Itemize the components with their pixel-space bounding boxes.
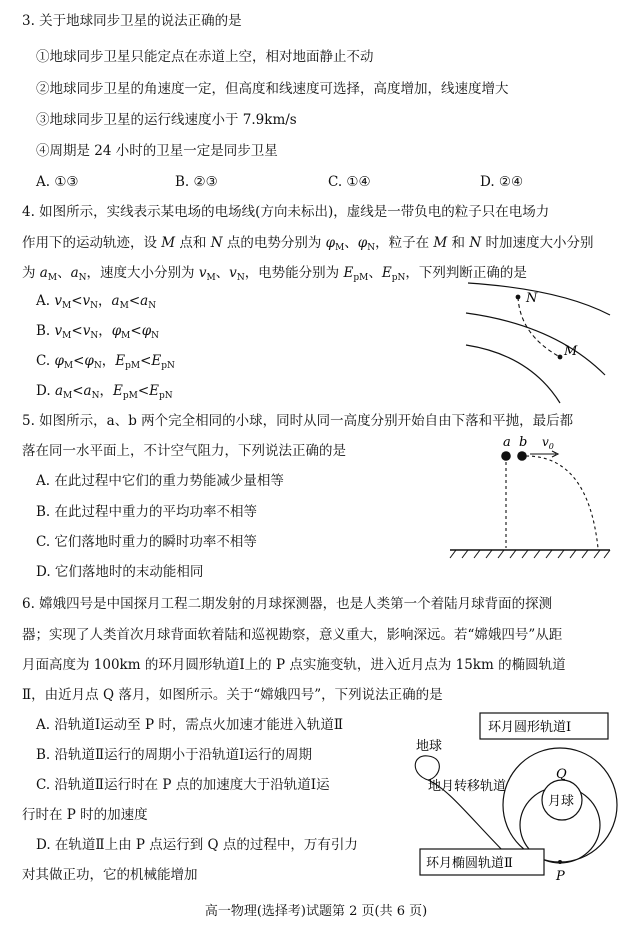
q3-item-2: ②地球同步卫星的角速度一定，但高度和线速度可选择，高度增加，线速度增大 (36, 81, 509, 97)
ground-hatching (450, 550, 610, 558)
ball-a (501, 451, 511, 461)
field-line-1 (468, 283, 610, 315)
q4-choice-a: A. $v_M<v_N$，$a_M<a_N$ (36, 293, 157, 311)
q3-choice-c: C. ①④ (328, 174, 371, 190)
q3-choices (36, 173, 596, 191)
q5-choice-c: C. 它们落地时重力的瞬时功率不相等 (36, 534, 257, 550)
q6-choice-a: A. 沿轨道Ⅰ运动至 P 时，需点火加速才能进入轨道Ⅱ (36, 717, 344, 733)
ball-b (517, 451, 527, 461)
trajectory-dashed (518, 297, 560, 357)
q6-stem-line2: 器；实现了人类首次月球背面软着陆和巡视勘察，意义重大，影响深远。若“嫦娥四号”从距 (22, 627, 563, 643)
earth-orbit-loop (415, 756, 439, 780)
q3-stem: 3. 关于地球同步卫星的说法正确的是 (22, 13, 242, 29)
label-m: M (564, 344, 578, 359)
q3-choice-a: A. ①③ (36, 174, 79, 190)
q3-choice-d: D. ②④ (480, 174, 524, 190)
q6-choice-b: B. 沿轨道Ⅱ运行的周期小于沿轨道Ⅰ运行的周期 (36, 747, 313, 763)
q3-item-1: ①地球同步卫星只能定点在赤道上空，相对地面静止不动 (36, 49, 374, 65)
label-n: N (526, 291, 538, 306)
q6-stem-line3: 月面高度为 100km 的环月圆形轨道Ⅰ上的 P 点实施变轨，进入近月点为 15km 的椭圆轨道 (22, 657, 566, 673)
q6-stem-line4: Ⅱ，由近月点 Q 落月，如图所示。关于“嫦娥四号”，下列说法正确的是 (22, 687, 443, 703)
q5-choice-a: A. 在此过程中它们的重力势能减少量相等 (36, 473, 284, 489)
moon-label: 月球 (548, 794, 575, 809)
q6-orbit-figure (410, 708, 615, 893)
point-m (558, 355, 563, 360)
point-p (558, 860, 562, 864)
label-a: a (503, 435, 511, 450)
label-q: Q (556, 767, 567, 782)
field-line-3 (466, 345, 560, 403)
q5-stem-line1: 5. 如图所示，a、b 两个完全相同的小球，同时从同一高度分别开始自由下落和平抛，最后都 (22, 413, 574, 429)
q6-stem-line1: 6. 嫦娥四号是中国探月工程二期发射的月球探测器，也是人类第一个着陆月球背面的探测 (22, 596, 553, 612)
q4-field-figure (460, 275, 620, 405)
label-v0: $v_0$ (542, 435, 554, 451)
q6-choice-d-cont: 对其做正功，它的机械能增加 (22, 867, 198, 883)
ellipse-orbit-label: 环月椭圆轨道Ⅱ (426, 856, 513, 871)
page-footer: 高一物理(选择考)试题第 2 页(共 6 页) (204, 904, 428, 919)
q4-choice-b: B. $v_M<v_N$，$\varphi_M<\varphi_N$ (36, 323, 160, 341)
q6-choice-c-cont: 行时在 P 时的加速度 (22, 807, 148, 823)
q5-choice-b: B. 在此过程中重力的平均功率不相等 (36, 504, 258, 520)
q4-stem-line2: 作用下的运动轨迹，设 M 点和 N 点的电势分别为 $\varphi_M$、$\varphi_N$，粒子在 M 和 N 时加速度大小分别 (22, 235, 594, 253)
q4-choice-c: C. $\varphi_M<\varphi_N$，$E_{pM}<E_{pN}$ (36, 353, 175, 371)
earth-label: 地球 (416, 739, 443, 754)
q5-projectile-figure (448, 432, 618, 562)
q4-stem-line3: 为 $a_M$、$a_N$，速度大小分别为 $v_M$、$v_N$，电势能分别为 $E_{pM}$、$E_{pN}$，下列判断正确的是 (22, 265, 527, 283)
point-n (516, 295, 521, 300)
q5-choice-d: D. 它们落地时的末动能相同 (36, 564, 204, 580)
q3-item-4: ④周期是 24 小时的卫星一定是同步卫星 (36, 143, 278, 159)
q5-stem-line2: 落在同一水平面上，不计空气阻力，下列说法正确的是 (22, 443, 346, 459)
transfer-orbit-label: 地月转移轨道 (428, 779, 507, 794)
q3-choice-b: B. ②③ (175, 174, 218, 190)
label-b: b (519, 435, 528, 450)
projectile-path (526, 456, 598, 548)
field-line-2 (466, 313, 605, 375)
q4-stem-line1: 4. 如图所示，实线表示某电场的电场线(方向未标出)，虚线是一带负电的粒子只在电场力 (22, 204, 550, 220)
circle-orbit-label: 环月圆形轨道Ⅰ (488, 720, 572, 735)
label-p: P (556, 869, 565, 884)
q3-item-3: ③地球同步卫星的运行线速度小于 7.9km/s (36, 112, 297, 128)
q4-choice-d: D. $a_M<a_N$，$E_{pM}<E_{pN}$ (36, 383, 173, 401)
q6-choice-d: D. 在轨道Ⅱ上由 P 点运行到 Q 点的过程中，万有引力 (36, 837, 358, 853)
q6-choice-c: C. 沿轨道Ⅱ运行时在 P 点的加速度大于沿轨道Ⅰ运 (36, 777, 330, 793)
